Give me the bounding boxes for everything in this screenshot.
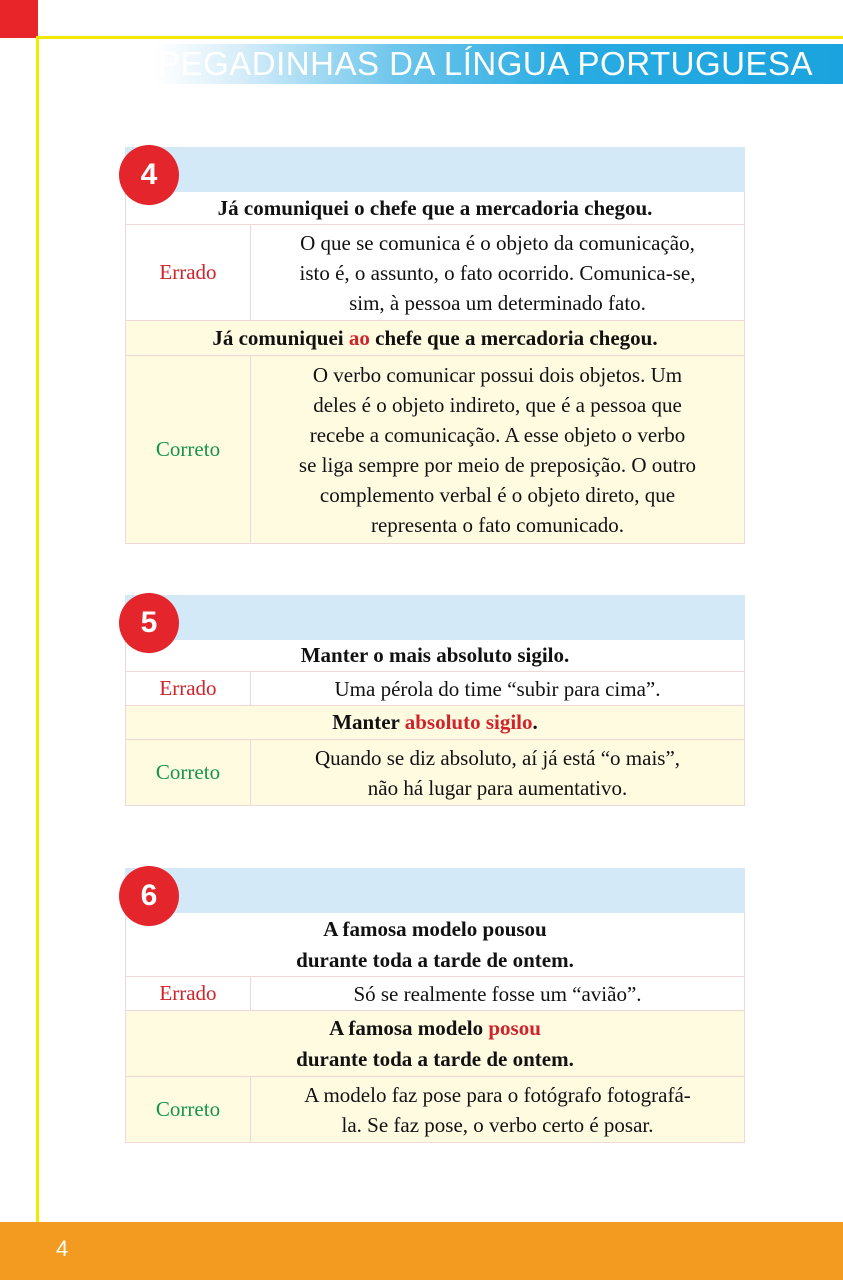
correct-sentence-pre: Manter bbox=[332, 710, 405, 734]
explanation-line: isto é, o assunto, o fato ocorrido. Comunica-se, bbox=[299, 260, 696, 285]
wrong-sentence: Já comuniquei o chefe que a mercadoria chegou. bbox=[217, 195, 653, 220]
wrong-label: Errado bbox=[126, 977, 251, 1010]
item-4 bbox=[125, 147, 745, 544]
correct-highlight: posou bbox=[488, 1015, 541, 1040]
explanation-line: O verbo comunicar possui dois objetos. Um bbox=[312, 362, 683, 387]
page-number: 4 bbox=[56, 1236, 69, 1261]
explanation-line: Uma pérola do time “subir para cima”. bbox=[334, 676, 661, 701]
top-yellow-rule bbox=[38, 36, 843, 39]
wrong-explanation bbox=[251, 225, 744, 320]
correct-row bbox=[125, 1077, 745, 1143]
explanation-line: se liga sempre por meio de preposição. O outro bbox=[298, 452, 697, 477]
correct-sentence-pre: A famosa modelo bbox=[329, 1015, 489, 1040]
wrong-sentence-row bbox=[125, 192, 745, 225]
correct-sentence-post: . bbox=[532, 710, 538, 734]
explanation-line: deles é o objeto indireto, que é a pessoa que bbox=[313, 392, 682, 417]
item-number-badge: 4 bbox=[119, 145, 179, 205]
correct-sentence bbox=[212, 323, 657, 354]
item-header-bar bbox=[125, 868, 745, 913]
correct-label: Correto bbox=[126, 356, 251, 543]
wrong-sentence: Manter o mais absoluto sigilo. bbox=[300, 643, 570, 667]
explanation-line: Só se realmente fosse um “avião”. bbox=[353, 981, 642, 1006]
explanation-line: la. Se faz pose, o verbo certo é posar. bbox=[341, 1112, 654, 1137]
correct-sentence-row bbox=[125, 321, 745, 356]
footer-bar bbox=[0, 1222, 843, 1280]
correct-explanation bbox=[251, 740, 744, 805]
sentence-line: durante toda a tarde de ontem. bbox=[296, 1046, 574, 1071]
wrong-explanation bbox=[251, 672, 744, 705]
correct-sentence-row bbox=[125, 1011, 745, 1077]
wrong-row bbox=[125, 672, 745, 706]
correct-label: Correto bbox=[126, 740, 251, 805]
correct-sentence-pre: Já comuniquei bbox=[212, 325, 349, 350]
wrong-sentence bbox=[296, 914, 574, 976]
correct-row bbox=[125, 740, 745, 806]
explanation-line: representa o fato comunicado. bbox=[370, 512, 625, 537]
correct-sentence bbox=[296, 1013, 574, 1075]
item-number-badge: 6 bbox=[119, 866, 179, 926]
correct-sentence bbox=[332, 707, 538, 738]
item-header-bar bbox=[125, 147, 745, 192]
explanation-line: complemento verbal é o objeto direto, que bbox=[319, 482, 676, 507]
explanation-line: recebe a comunicação. A esse objeto o verbo bbox=[309, 422, 686, 447]
sentence-line: A famosa modelo pousou bbox=[323, 916, 547, 941]
correct-highlight: absoluto sigilo bbox=[404, 710, 533, 734]
correct-explanation bbox=[251, 1077, 744, 1142]
corner-red-square bbox=[0, 0, 38, 38]
page-title: PEGADINHAS DA LÍNGUA PORTUGUESA bbox=[158, 45, 813, 82]
explanation-line: Quando se diz absoluto, aí já está “o mais”, bbox=[314, 745, 681, 770]
explanation-line: A modelo faz pose para o fotógrafo fotografá- bbox=[304, 1082, 691, 1107]
correct-highlight: ao bbox=[348, 325, 370, 350]
correct-sentence-post: chefe que a mercadoria chegou. bbox=[369, 325, 658, 350]
item-5 bbox=[125, 595, 745, 806]
correct-row bbox=[125, 356, 745, 544]
wrong-sentence-row bbox=[125, 913, 745, 977]
wrong-row bbox=[125, 225, 745, 321]
left-yellow-rule bbox=[36, 36, 39, 1222]
item-number-badge: 5 bbox=[119, 593, 179, 653]
wrong-label: Errado bbox=[126, 672, 251, 705]
correct-sentence-row bbox=[125, 706, 745, 740]
explanation-line: O que se comunica é o objeto da comunicação, bbox=[300, 230, 695, 255]
correct-label: Correto bbox=[126, 1077, 251, 1142]
wrong-row bbox=[125, 977, 745, 1011]
explanation-line: sim, à pessoa um determinado fato. bbox=[349, 290, 646, 315]
wrong-sentence-row bbox=[125, 640, 745, 672]
wrong-label: Errado bbox=[126, 225, 251, 320]
explanation-line: não há lugar para aumentativo. bbox=[367, 775, 628, 800]
item-6 bbox=[125, 868, 745, 1143]
sentence-line: durante toda a tarde de ontem. bbox=[296, 947, 574, 972]
item-header-bar bbox=[125, 595, 745, 640]
correct-explanation bbox=[251, 356, 744, 543]
wrong-explanation bbox=[251, 977, 744, 1010]
